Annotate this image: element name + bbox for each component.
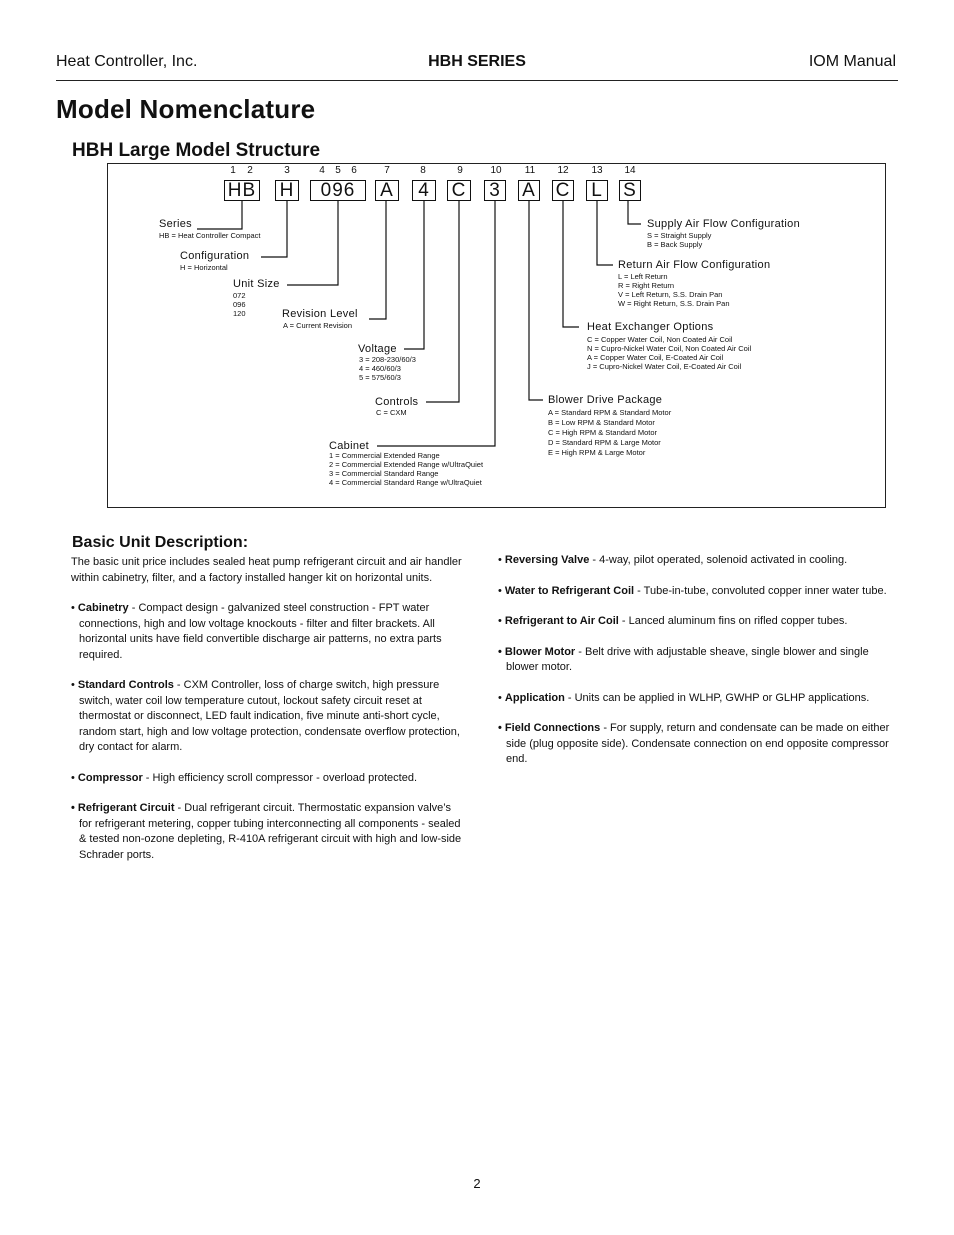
feature-text: - Compact design - galvanized steel construction - FPT water connections, high and low voltage knockouts - filter and filter brackets. All horizontal units have field convertible discharge air patterns, no extra parts required.: [79, 602, 442, 661]
field-option: 120: [233, 309, 246, 318]
code-box-series: HB: [224, 180, 260, 201]
position-number: 2: [247, 165, 253, 176]
field-option: 1 = Commercial Extended Range: [329, 451, 440, 460]
field-option: D = Standard RPM & Large Motor: [548, 438, 661, 447]
feature-term: Application: [504, 691, 565, 704]
position-number: 4: [319, 165, 325, 176]
field-option: A = Copper Water Coil, E-Coated Air Coil: [587, 353, 724, 362]
feature-term: Water to Refrigerant Coil: [504, 584, 635, 597]
field-label-blower: Blower Drive Package: [548, 394, 663, 406]
field-option: C = Copper Water Coil, Non Coated Air Coil: [587, 335, 733, 344]
connector-voltage: [404, 201, 424, 349]
feature-text: - Dual refrigerant circuit. Thermostatic expansion valve’s for refrigerant metering, copper tubing interconnecting all components - sealed & tested non-ozone depleting, R-410A refrigerant circuit with high and low-side Schrader ports.: [79, 802, 462, 861]
connector-supply-air: [628, 201, 641, 224]
feature-item: • Field Connections - For supply, return and condensate can be made on either side (plug opposite side). Condensate connection on end opposite compressor end.: [498, 722, 890, 765]
field-option: L = Left Return: [618, 272, 668, 281]
field-option: S = Straight Supply: [647, 231, 712, 240]
feature-item: • Application - Units can be applied in WLHP, GWHP or GLHP applications.: [498, 691, 870, 704]
position-number: 9: [457, 165, 463, 176]
field-option: R = Right Return: [618, 281, 675, 290]
field-option: H = Horizontal: [180, 263, 228, 272]
position-number: 7: [384, 165, 390, 176]
code-box-heat-exchanger: C: [552, 180, 574, 201]
field-option: 4 = 460/60/3: [359, 364, 401, 373]
field-label-voltage: Voltage: [358, 343, 397, 355]
connector-blower: [529, 201, 543, 400]
position-number: 10: [490, 165, 502, 176]
field-option: C = CXM: [376, 408, 407, 417]
position-number: 1: [230, 165, 236, 176]
field-option: W = Right Return, S.S. Drain Pan: [618, 299, 730, 308]
field-option: A = Current Revision: [283, 321, 352, 330]
code-box-configuration: H: [275, 180, 299, 201]
feature-term: Blower Motor: [504, 645, 576, 658]
code-box-voltage: 4: [412, 180, 436, 201]
field-option: A = Standard RPM & Standard Motor: [548, 408, 672, 417]
feature-text: - 4-way, pilot operated, solenoid activated in cooling.: [589, 554, 848, 566]
feature-text: - Belt drive with adjustable sheave, single blower and single blower motor.: [506, 645, 869, 673]
field-option: 3 = Commercial Standard Range: [329, 469, 439, 478]
feature-term: Compressor: [77, 771, 143, 784]
feature-item: • Standard Controls - CXM Controller, loss of charge switch, high pressure switch, water coil low temperature cutout, lockout safety circuit reset at thermostat or disconnect, LED fault indication, five minute anti-short cycle, random start, high and low voltage protection, condensate overflow protection, dry contact for alarm.: [71, 679, 460, 753]
position-number: 13: [591, 165, 603, 176]
field-option: 4 = Commercial Standard Range w/UltraQuiet: [329, 478, 482, 487]
feature-term: Refrigerant to Air Coil: [504, 615, 619, 627]
feature-item: • Reversing Valve - 4-way, pilot operated, solenoid activated in cooling.: [498, 554, 848, 566]
field-label-controls: Controls: [375, 396, 419, 408]
feature-term: Reversing Valve: [504, 554, 590, 566]
code-box-cabinet: 3: [484, 180, 506, 201]
field-label-configuration: Configuration: [180, 250, 250, 262]
manual-name: IOM Manual: [808, 53, 896, 70]
description-intro: The basic unit price includes sealed heat pump refrigerant circuit and air handler within cabinetry, filter, and a factory installed hanger kit on horizontal units.: [71, 556, 462, 584]
feature-term: Refrigerant Circuit: [77, 802, 175, 814]
field-label-supply-air: Supply Air Flow Configuration: [647, 218, 800, 230]
structure-title: HBH Large Model Structure: [72, 140, 321, 161]
series-name: HBH SERIES: [428, 53, 526, 70]
feature-item: • Refrigerant to Air Coil - Lanced aluminum fins on rifled copper tubes.: [498, 615, 848, 627]
field-option: N = Cupro-Nickel Water Coil, Non Coated Air Coil: [587, 344, 752, 353]
code-box-return-air: L: [586, 180, 608, 201]
code-box-blower: A: [518, 180, 540, 201]
description-left-column: [71, 555, 466, 878]
field-option: 5 = 575/60/3: [359, 373, 401, 382]
connector-series: [197, 201, 242, 229]
field-option: 2 = Commercial Extended Range w/UltraQuiet: [329, 460, 484, 469]
field-option: V = Left Return, S.S. Drain Pan: [618, 290, 723, 299]
field-option: B = Low RPM & Standard Motor: [548, 418, 655, 427]
position-number: 14: [624, 165, 636, 176]
field-option: B = Back Supply: [647, 240, 703, 249]
feature-text: - High efficiency scroll compressor - overload protected.: [142, 771, 418, 784]
feature-term: Field Connections: [504, 722, 601, 734]
page-number: 2: [473, 1176, 481, 1191]
code-box-revision: A: [375, 180, 399, 201]
code-box-supply-air: S: [619, 180, 641, 201]
feature-text: - CXM Controller, loss of charge switch, high pressure switch, water coil low temperature cutout, lockout safety circuit reset at thermostat or disconnect, LED fault indication, five minute anti-short cycle, random start, high and low voltage protection, condensate overflow protection, dry contact for alarm.: [79, 679, 460, 753]
position-number: 11: [524, 165, 536, 176]
feature-item: • Water to Refrigerant Coil - Tube-in-tube, convoluted copper inner water tube.: [498, 584, 887, 597]
feature-item: • Compressor - High efficiency scroll compressor - overload protected.: [71, 771, 418, 784]
connector-heat-exchanger: [563, 201, 579, 327]
field-option: 096: [233, 300, 246, 309]
field-option: 3 = 208-230/60/3: [359, 355, 416, 364]
field-label-heat-exchanger: Heat Exchanger Options: [587, 321, 714, 333]
connector-unit-size: [287, 201, 338, 285]
field-label-return-air: Return Air Flow Configuration: [618, 259, 771, 271]
connector-controls: [426, 201, 459, 402]
feature-text: - Units can be applied in WLHP, GWHP or GLHP applications.: [564, 691, 870, 704]
position-number: 8: [420, 165, 426, 176]
feature-item: • Blower Motor - Belt drive with adjustable sheave, single blower and single blower motor.: [498, 645, 869, 673]
field-option: J = Cupro-Nickel Water Coil, E-Coated Air Coil: [587, 362, 742, 371]
page-title: Model Nomenclature: [56, 94, 316, 124]
feature-item: • Cabinetry - Compact design - galvanized steel construction - FPT water connections, high and low voltage knockouts - filter and filter brackets. All horizontal units have field convertible discharge air patterns, no extra parts required.: [71, 602, 442, 661]
description-title: Basic Unit Description:: [72, 534, 249, 551]
position-number: 5: [335, 165, 341, 176]
connector-revision: [369, 201, 386, 319]
feature-text: - For supply, return and condensate can be made on either side (plug opposite side). Condensate connection on end opposite compressor end.: [506, 722, 890, 765]
field-option: 072: [233, 291, 246, 300]
position-number: 12: [557, 165, 569, 176]
position-number: 3: [284, 165, 290, 176]
feature-term: Standard Controls: [77, 679, 174, 691]
field-label-revision: Revision Level: [282, 308, 358, 320]
connector-return-air: [597, 201, 613, 265]
code-box-controls: C: [447, 180, 471, 201]
feature-text: - Lanced aluminum fins on rifled copper tubes.: [618, 615, 848, 627]
field-option: C = High RPM & Standard Motor: [548, 428, 658, 437]
description-right-column: [498, 553, 898, 783]
field-label-unit-size: Unit Size: [233, 278, 280, 290]
field-option: HB = Heat Controller Compact: [159, 231, 261, 240]
code-box-unit-size: 096: [310, 180, 366, 201]
feature-term: Cabinetry: [77, 602, 129, 614]
company-name: Heat Controller, Inc.: [56, 53, 198, 70]
position-number: 6: [351, 165, 357, 176]
feature-text: - Tube-in-tube, convoluted copper inner water tube.: [634, 584, 887, 597]
feature-item: • Refrigerant Circuit - Dual refrigerant circuit. Thermostatic expansion valve’s for refrigerant metering, copper tubing interconnecting all components - sealed & tested non-ozone depleting, R-410A refrigerant circuit with high and low-side Schrader ports.: [71, 802, 462, 861]
field-option: E = High RPM & Large Motor: [548, 448, 646, 457]
field-label-series: Series: [159, 218, 192, 230]
connector-configuration: [261, 201, 287, 257]
field-label-cabinet: Cabinet: [329, 440, 370, 452]
